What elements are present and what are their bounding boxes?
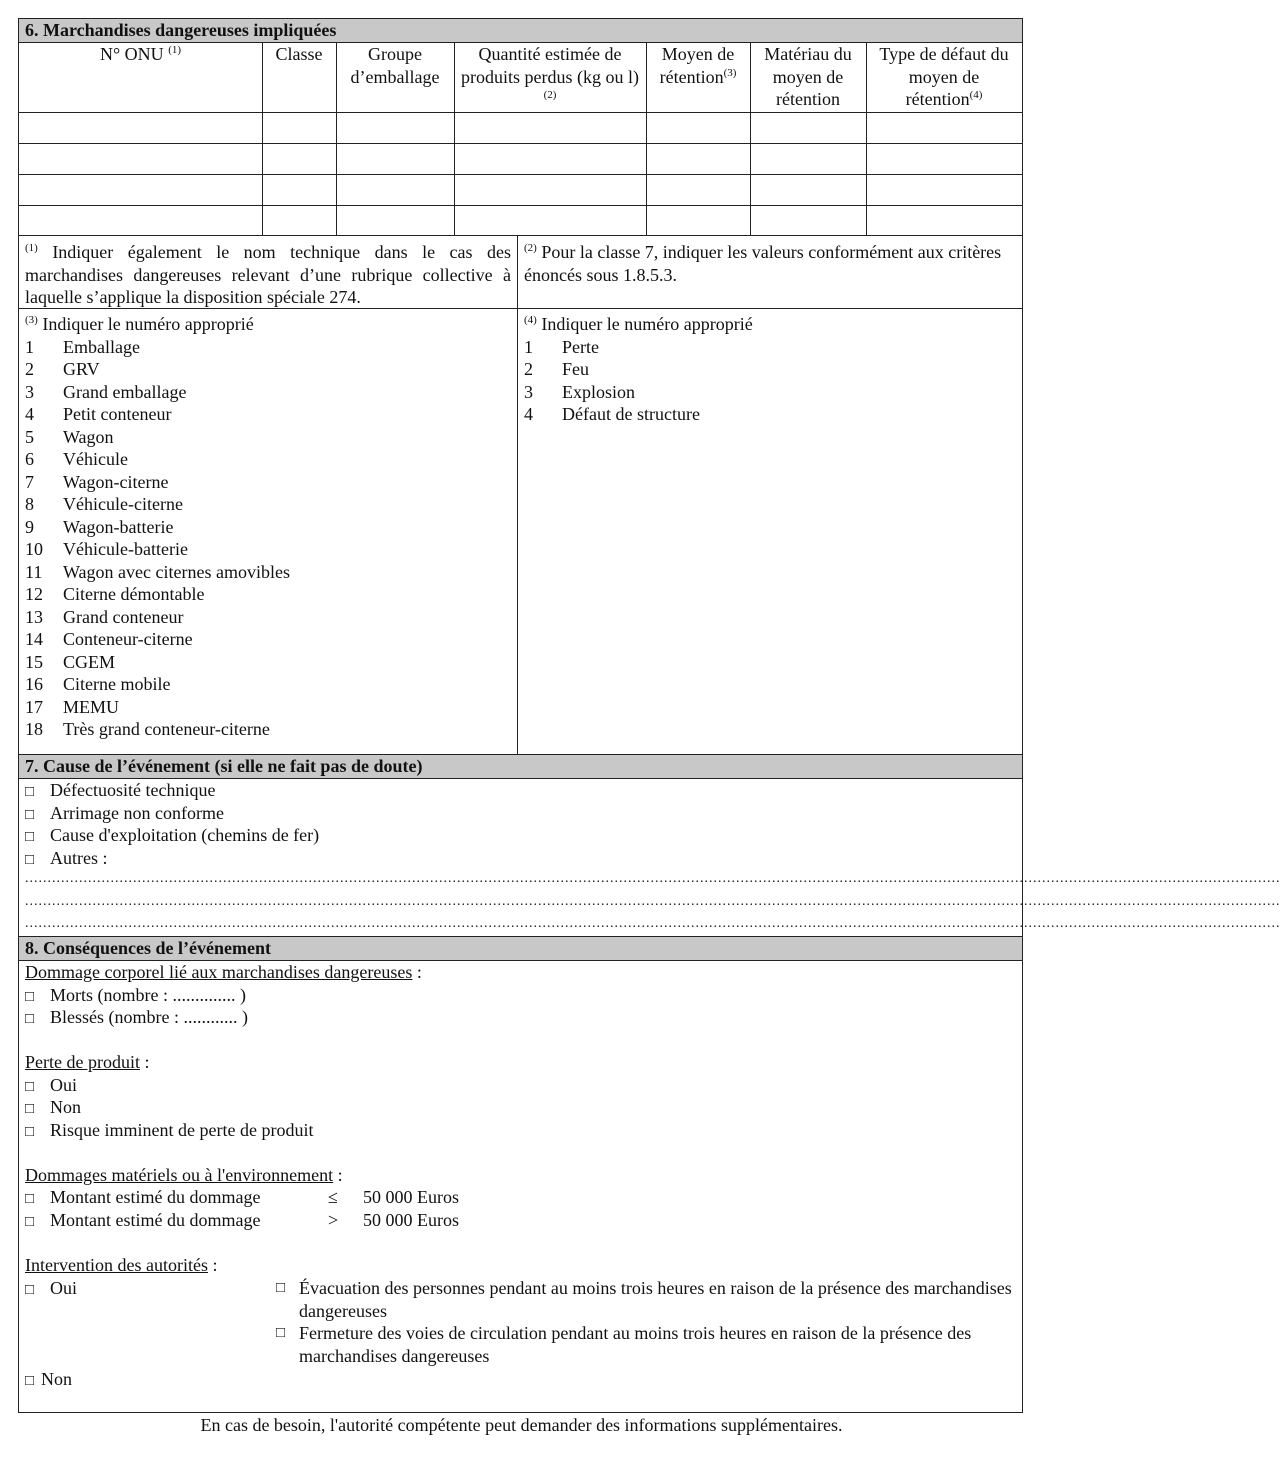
option-other[interactable]: □ Autres : [25, 847, 1000, 870]
cause-options [25, 779, 1281, 937]
authorities-heading: Intervention des autorités : [25, 1254, 218, 1275]
list-item: 10 Véhicule-batterie [25, 539, 188, 559]
list-item: 3 Explosion [524, 381, 636, 402]
col-header-quantity-lost: Quantité estimée de produits perdus (kg ou l)$^{(2)}$ [461, 44, 639, 101]
list-item: 4 Petit conteneur [25, 404, 172, 424]
checkbox-icon[interactable]: □ [25, 1282, 35, 1298]
checkbox-icon[interactable]: □ [276, 1325, 286, 1341]
table-row[interactable] [19, 113, 1022, 143]
col-header-class: Classe [275, 44, 323, 64]
list-item: 2 Feu [524, 359, 589, 379]
col-header-containment: Moyen de rétention$^{(3)}$ [659, 44, 737, 87]
other-cause-line-2[interactable]: ....................................................................................................................................................................................................................................................................................... [25, 893, 1281, 909]
list-item: 8 Véhicule-citerne [25, 494, 183, 514]
checkbox-icon[interactable]: □ [25, 988, 35, 1005]
footnote-3-containment-list [25, 313, 290, 741]
option-technical-defect[interactable]: □ Défectuosité technique [25, 779, 1000, 802]
table-row[interactable] [19, 206, 1022, 235]
option-damage-gt[interactable]: □ Montant estimé du dommage > 50 000 Euros [25, 1209, 1015, 1232]
footnote-2: $^{(2)}$ Pour la classe 7, indiquer les valeurs conformément aux critères énoncés sous 1.8.5.3. [524, 242, 1002, 285]
list-item: 1 Emballage [25, 336, 140, 357]
checkbox-icon[interactable]: □ [25, 1011, 35, 1027]
section-6-title: 6. Marchandises dangereuses impliquées [19, 19, 1022, 43]
list-item: 15 CGEM [25, 651, 116, 672]
incident-report-form [18, 18, 1281, 1413]
footnote-3-heading: $^{(3)}$ Indiquer le numéro approprié [25, 314, 254, 334]
option-damage-le[interactable]: □ Montant estimé du dommage ≤ 50 000 Euros [25, 1186, 1015, 1209]
list-item: 2 GRV [25, 359, 100, 379]
option-injured[interactable]: □ Blessés (nombre : ............ ) [25, 1006, 1015, 1029]
list-item: 12 Citerne démontable [25, 584, 205, 604]
material-damage-heading: Dommages matériels ou à l'environnement : [25, 1164, 343, 1185]
list-item: 14 Conteneur-citerne [25, 629, 193, 649]
checkbox-icon[interactable]: □ [276, 1280, 286, 1296]
option-operational-cause[interactable]: □ Cause d'exploitation (chemins de fer) [25, 824, 1000, 847]
checkbox-icon[interactable]: □ [25, 1373, 35, 1389]
checkbox-icon[interactable]: □ [25, 1101, 35, 1117]
list-item: 5 Wagon [25, 426, 114, 447]
list-item: 1 Perte [524, 336, 599, 357]
checkbox-icon[interactable]: □ [25, 784, 35, 800]
list-item: 3 Grand emballage [25, 381, 187, 402]
checkbox-icon[interactable]: □ [25, 1123, 35, 1140]
other-cause-line-3[interactable]: ....................................................................................................................................................................................................................................................................................... [25, 916, 1281, 931]
checkbox-icon[interactable]: □ [25, 806, 35, 823]
option-loss-yes[interactable]: □ Oui [25, 1074, 1015, 1097]
option-evacuation[interactable]: □ Évacuation des personnes pendant au moins trois heures en raison de la présence des marchandises dangereuses [276, 1278, 1012, 1321]
injury-heading: Dommage corporel lié aux marchandises dangereuses : [25, 962, 422, 982]
footnote-1: $^{(1)}$ Indiquer également le nom technique dans le cas des marchandises dangereuses relevant d’une rubrique collective à laquelle s’applique la disposition spéciale 274. [25, 242, 511, 307]
checkbox-icon[interactable]: □ [25, 1078, 35, 1095]
list-item: 9 Wagon-batterie [25, 516, 174, 537]
list-item: 11 Wagon avec citernes amovibles [25, 561, 290, 582]
list-item: 17 MEMU [25, 696, 120, 717]
list-item: 13 Grand conteneur [25, 606, 184, 627]
checkbox-icon[interactable]: □ [25, 829, 35, 845]
footer-note: En cas de besoin, l'autorité compétente peut demander des informations supplémentaires. [200, 1415, 843, 1435]
option-road-closure[interactable]: □ Fermeture des voies de circulation pendant au moins trois heures en raison de la présence des marchandises dangereuses [276, 1323, 972, 1366]
footnote-4-heading: $^{(4)}$ Indiquer le numéro approprié [524, 314, 753, 334]
option-loss-no[interactable]: □ Non [25, 1096, 1015, 1119]
option-loss-imminent[interactable]: □ Risque imminent de perte de produit [25, 1119, 1015, 1142]
option-intervention-no[interactable]: □ Non [25, 1368, 72, 1391]
option-improper-stowage[interactable]: □ Arrimage non conforme [25, 802, 1000, 825]
table-row[interactable] [19, 144, 1022, 174]
col-header-failure-type: Type de défaut du moyen de rétention$^{(4)}$ [879, 44, 1009, 109]
consequences-block [25, 961, 1015, 1276]
option-deaths[interactable]: □ Morts (nombre : .............. ) [25, 984, 1015, 1007]
table-row[interactable] [19, 175, 1022, 205]
footnote-4-failure-list [524, 313, 753, 426]
product-loss-heading: Perte de produit : [25, 1052, 150, 1072]
col-header-packing-group: Groupe d’emballage [350, 44, 440, 87]
list-item: 18 Très grand conteneur-citerne [25, 719, 270, 739]
option-intervention-yes[interactable]: □ Oui [25, 1277, 77, 1300]
list-item: 4 Défaut de structure [524, 404, 700, 424]
other-cause-line-1[interactable]: ....................................................................................................................................................................................................................................................................................... [25, 871, 1281, 886]
checkbox-icon[interactable]: □ [25, 1213, 35, 1230]
checkbox-icon[interactable]: □ [25, 1191, 35, 1207]
col-header-containment-material: Matériau du moyen de rétention [764, 44, 852, 109]
list-item: 16 Citerne mobile [25, 674, 171, 694]
col-header-un-number: N° ONU $^{(1)}$ [99, 44, 182, 64]
list-item: 7 Wagon-citerne [25, 471, 169, 492]
section-7-title: 7. Cause de l’événement (si elle ne fait pas de doute) [19, 755, 1022, 779]
checkbox-icon[interactable]: □ [25, 851, 35, 868]
list-item: 6 Véhicule [25, 449, 128, 469]
section-8-title: 8. Conséquences de l’événement [19, 937, 1022, 961]
